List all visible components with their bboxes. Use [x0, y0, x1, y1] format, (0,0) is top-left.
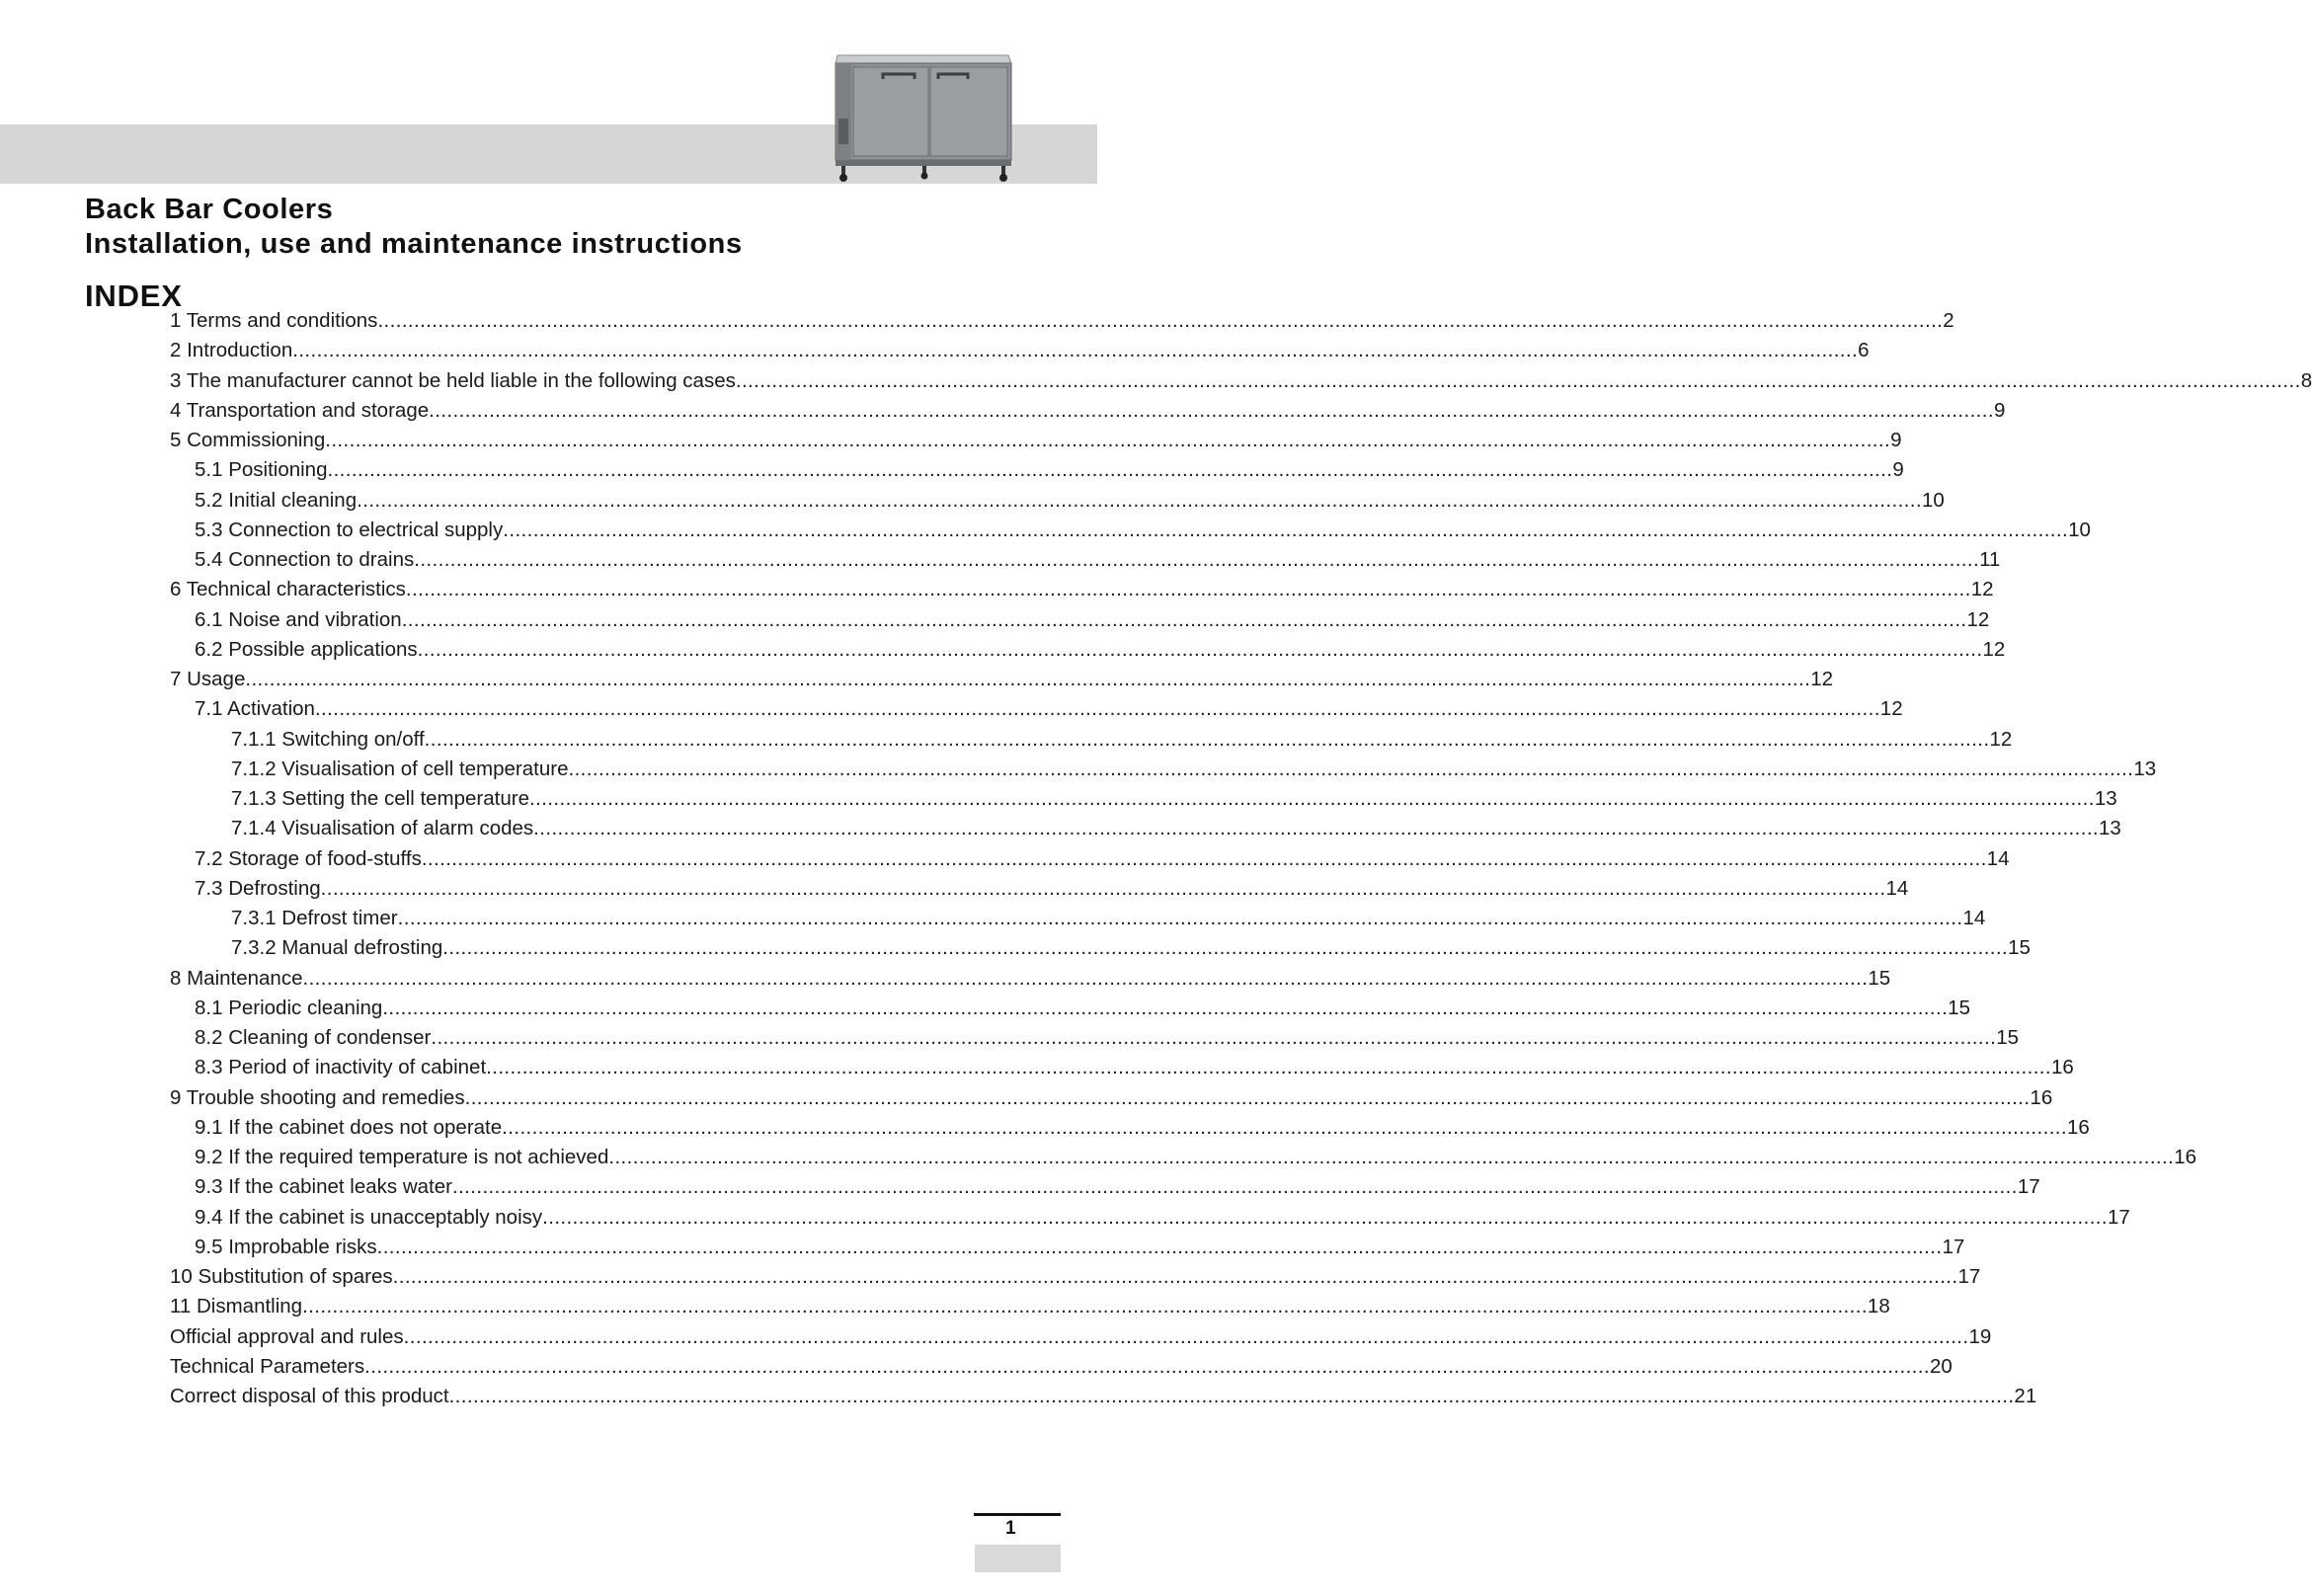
toc-entry-page: 15	[2008, 936, 2031, 960]
toc-entry-label: 7.2 Storage of food-stuffs	[195, 846, 422, 870]
toc-entry	[195, 635, 2006, 665]
toc-entry-page: 16	[2067, 1115, 2090, 1139]
toc-entry-label: 8.3 Period of inactivity of cabinet	[195, 1056, 487, 1079]
toc-entry-label: Technical Parameters	[170, 1354, 365, 1378]
toc-entry-label: 9.3 If the cabinet leaks water	[195, 1175, 452, 1199]
toc-leader-dots: ....................................................................................................................................................................................................................................................................	[314, 697, 1880, 721]
toc-entry	[195, 605, 1990, 635]
toc-entry	[170, 426, 1902, 455]
toc-entry-page: 18	[1867, 1295, 1890, 1318]
toc-entry-label: 7.1.1 Switching on/off	[231, 727, 425, 751]
toc-entry-label: 3 The manufacturer cannot be held liable in the following cases	[170, 368, 736, 392]
toc-entry	[195, 994, 1970, 1023]
toc-entry-page: 12	[1879, 697, 1903, 721]
toc-entry	[231, 755, 2157, 784]
toc-leader-dots: ....................................................................................................................................................................................................................................................................	[417, 637, 1983, 661]
document-subtitle: Installation, use and maintenance instructions	[85, 228, 743, 260]
toc-leader-dots: ....................................................................................................................................................................................................................................................................	[421, 846, 1987, 870]
toc-entry-label: 7.3.2 Manual defrosting	[231, 936, 443, 960]
toc-entry-page: 17	[1957, 1265, 1981, 1288]
toc-entry	[170, 336, 1870, 365]
toc-entry-label: Correct disposal of this product	[170, 1385, 449, 1407]
toc-entry-label: 7.1.4 Visualisation of alarm codes	[231, 817, 534, 840]
toc-leader-dots: ....................................................................................................................................................................................................................................................................	[401, 607, 1967, 631]
toc-entry-label: 7.3.1 Defrost timer	[231, 907, 398, 929]
toc-entry-label: 8 Maintenance	[170, 966, 303, 990]
toc-entry-label: 6 Technical characteristics	[170, 578, 406, 601]
toc-entry-page: 9	[1993, 398, 2006, 422]
toc-entry	[231, 933, 2031, 963]
document-title: Back Bar Coolers	[85, 194, 334, 225]
toc-entry	[170, 665, 1834, 694]
toc-leader-dots: ....................................................................................................................................................................................................................................................................	[542, 1205, 2108, 1229]
toc-entry-page: 2	[1943, 309, 1954, 332]
toc-entry-label: 5.1 Positioning	[195, 458, 328, 482]
toc-entry-label: 9.5 Improbable risks	[195, 1235, 377, 1258]
toc-entry	[195, 694, 1903, 724]
toc-entry	[170, 366, 2312, 396]
toc-entry-page: 11	[1979, 548, 2001, 571]
toc-entry-page: 14	[1885, 876, 1909, 900]
toc-entry-label: 4 Transportation and storage	[170, 398, 430, 422]
toc-leader-dots: ....................................................................................................................................................................................................................................................................	[442, 936, 2009, 960]
page-number: 1	[1005, 1518, 1016, 1539]
toc-entry-page: 21	[2014, 1385, 2037, 1407]
toc-leader-dots: ....................................................................................................................................................................................................................................................................	[451, 1175, 2018, 1199]
toc-entry-page: 10	[1921, 488, 1945, 512]
toc-leader-dots: ....................................................................................................................................................................................................................................................................	[502, 1115, 2067, 1139]
toc-entry	[195, 516, 2091, 545]
toc-entry-page: 15	[1948, 996, 1970, 1019]
toc-entry-label: 11 Dismantling	[170, 1295, 303, 1318]
toc-entry-page: 15	[1868, 966, 1891, 990]
toc-entry	[231, 814, 2121, 843]
toc-entry-label: 9.2 If the required temperature is not achieved	[195, 1146, 609, 1168]
toc-entry	[195, 1203, 2130, 1233]
toc-entry-label: 2 Introduction	[170, 339, 293, 362]
toc-entry-page: 14	[1962, 907, 1986, 929]
toc-entry	[195, 1233, 1965, 1262]
toc-entry-page: 13	[2099, 817, 2121, 840]
toc-entry-label: 7.1 Activation	[195, 697, 315, 721]
toc-entry	[231, 725, 2013, 755]
toc-entry-label: 8.1 Periodic cleaning	[195, 996, 383, 1019]
toc-entry	[195, 545, 2001, 575]
toc-leader-dots: ....................................................................................................................................................................................................................................................................	[392, 1265, 1958, 1288]
toc-entry-page: 12	[1810, 668, 1834, 690]
toc-leader-dots: ....................................................................................................................................................................................................................................................................	[397, 907, 1963, 929]
toc-entry	[195, 844, 2010, 874]
toc-entry-page: 12	[1966, 607, 1990, 631]
toc-leader-dots: ....................................................................................................................................................................................................................................................................	[568, 757, 2134, 780]
toc-entry	[170, 1292, 1890, 1321]
toc-entry	[170, 1322, 1992, 1352]
toc-leader-dots: ....................................................................................................................................................................................................................................................................	[357, 488, 1922, 512]
toc-entry	[195, 874, 1909, 904]
toc-entry-page: 16	[2050, 1056, 2074, 1079]
toc-entry-page: 16	[2174, 1146, 2197, 1168]
toc-entry-label: 6.1 Noise and vibration	[195, 607, 402, 631]
toc-entry-page: 8	[2300, 368, 2312, 392]
toc-entry	[170, 1262, 1981, 1292]
toc-leader-dots: ....................................................................................................................................................................................................................................................................	[364, 1354, 1930, 1378]
toc-leader-dots: ....................................................................................................................................................................................................................................................................	[403, 1324, 1969, 1348]
toc-entry-page: 12	[1989, 727, 2013, 751]
toc-leader-dots: ....................................................................................................................................................................................................................................................................	[414, 548, 1980, 571]
toc-leader-dots: ....................................................................................................................................................................................................................................................................	[245, 668, 1811, 690]
toc-entry-page: 6	[1858, 339, 1870, 362]
toc-leader-dots: ....................................................................................................................................................................................................................................................................	[424, 727, 1990, 751]
toc-entry-label: 9.1 If the cabinet does not operate	[195, 1115, 503, 1139]
toc-entry-label: 8.2 Cleaning of condenser	[195, 1026, 432, 1049]
toc-entry-page: 19	[1968, 1324, 1992, 1348]
toc-entry-label: 5.2 Initial cleaning	[195, 488, 358, 512]
toc-entry-label: 7.1.2 Visualisation of cell temperature	[231, 757, 569, 780]
toc-entry-label: 7.1.3 Setting the cell temperature	[231, 787, 529, 810]
toc-entry-page: 20	[1929, 1354, 1953, 1378]
toc-leader-dots: ....................................................................................................................................................................................................................................................................	[405, 578, 1971, 601]
toc-entry-page: 9	[1890, 429, 1902, 451]
toc-entry-label: 5.4 Connection to drains	[195, 548, 415, 571]
toc-leader-dots: ....................................................................................................................................................................................................................................................................	[431, 1026, 1997, 1049]
toc-entry-page: 9	[1892, 458, 1904, 482]
toc-entry	[170, 964, 1891, 994]
toc-entry	[195, 486, 1945, 516]
toc-leader-dots: ....................................................................................................................................................................................................................................................................	[377, 309, 1944, 332]
toc-entry-label: 9 Trouble shooting and remedies	[170, 1085, 465, 1109]
index-heading: INDEX	[85, 279, 183, 313]
toc-entry-label: 9.4 If the cabinet is unacceptably noisy	[195, 1205, 543, 1229]
toc-leader-dots: ....................................................................................................................................................................................................................................................................	[608, 1146, 2175, 1168]
toc-leader-dots: ....................................................................................................................................................................................................................................................................	[486, 1056, 2051, 1079]
toc-entry	[170, 1382, 2037, 1411]
toc-entry-page: 17	[2107, 1205, 2130, 1229]
toc-entry	[195, 1053, 2074, 1082]
toc-entry	[231, 784, 2117, 814]
toc-entry-label: 7.3 Defrosting	[195, 876, 321, 900]
toc-entry	[195, 1113, 2090, 1143]
toc-entry-page: 15	[1996, 1026, 2019, 1049]
toc-entry-label: 5.3 Connection to electrical supply	[195, 518, 504, 541]
toc-entry-label: 10 Substitution of spares	[170, 1265, 393, 1288]
toc-entry-page: 13	[2094, 787, 2117, 810]
toc-entry-page: 17	[2017, 1175, 2040, 1199]
toc-leader-dots: ....................................................................................................................................................................................................................................................................	[292, 339, 1859, 362]
toc-entry	[195, 1023, 2019, 1053]
toc-entry	[170, 1352, 1953, 1382]
toc-leader-dots: ....................................................................................................................................................................................................................................................................	[325, 429, 1891, 451]
toc-leader-dots: ....................................................................................................................................................................................................................................................................	[735, 368, 2301, 392]
back-bar-cooler-image	[828, 47, 1015, 186]
toc-leader-dots: ....................................................................................................................................................................................................................................................................	[429, 398, 1994, 422]
toc-leader-dots: ....................................................................................................................................................................................................................................................................	[529, 787, 2095, 810]
toc-entry-label: 6.2 Possible applications	[195, 637, 418, 661]
toc-leader-dots: ....................................................................................................................................................................................................................................................................	[382, 996, 1949, 1019]
toc-entry-page: 12	[1970, 578, 1994, 601]
toc-entry	[170, 575, 1994, 604]
toc-leader-dots: ....................................................................................................................................................................................................................................................................	[503, 518, 2069, 541]
toc-entry	[231, 904, 1986, 933]
toc-entry	[195, 455, 1904, 485]
toc-entry-label: 5 Commissioning	[170, 429, 326, 451]
toc-leader-dots: ....................................................................................................................................................................................................................................................................	[376, 1235, 1943, 1258]
toc-entry	[170, 1083, 2053, 1113]
toc-entry-label: 7 Usage	[170, 668, 246, 690]
toc-entry-label: Official approval and rules	[170, 1324, 404, 1348]
toc-entry-page: 12	[1982, 637, 2006, 661]
toc-leader-dots: ....................................................................................................................................................................................................................................................................	[533, 817, 2100, 840]
toc-leader-dots: ....................................................................................................................................................................................................................................................................	[327, 458, 1893, 482]
toc-entry	[195, 1143, 2197, 1172]
toc-entry-label: 1 Terms and conditions	[170, 309, 378, 332]
toc-entry-page: 17	[1942, 1235, 1965, 1258]
toc-entry	[170, 396, 2006, 426]
toc-leader-dots: ....................................................................................................................................................................................................................................................................	[302, 966, 1869, 990]
toc-leader-dots: ....................................................................................................................................................................................................................................................................	[320, 876, 1886, 900]
toc-entry-page: 10	[2068, 518, 2091, 541]
toc-entry	[195, 1172, 2040, 1202]
toc-entry	[170, 306, 1954, 336]
page-number-rule	[974, 1513, 1061, 1516]
toc-entry-page: 16	[2030, 1085, 2053, 1109]
toc-entry-page: 13	[2133, 757, 2157, 780]
toc-leader-dots: ....................................................................................................................................................................................................................................................................	[302, 1295, 1868, 1318]
page-number-box	[975, 1545, 1061, 1572]
toc-entry-page: 14	[1986, 846, 2010, 870]
toc-leader-dots: ....................................................................................................................................................................................................................................................................	[464, 1085, 2031, 1109]
toc-leader-dots: ....................................................................................................................................................................................................................................................................	[448, 1385, 2015, 1407]
